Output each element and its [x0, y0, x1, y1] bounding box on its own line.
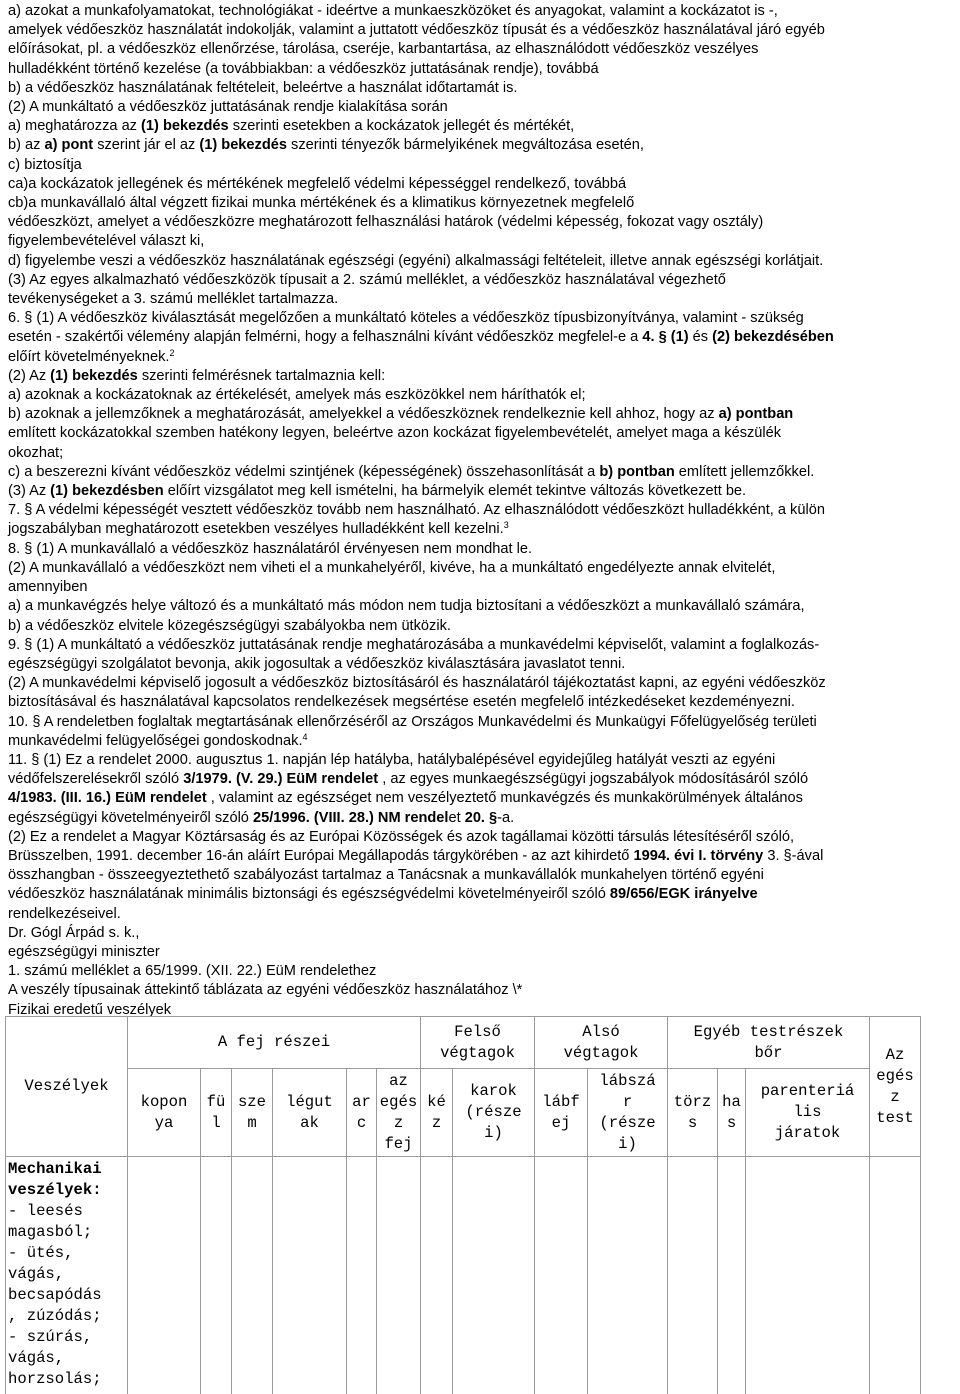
text-line [8, 136, 954, 155]
header-label: l [211, 1113, 221, 1132]
section-9 [8, 636, 954, 713]
hazard-item: horzsolás; [8, 1370, 102, 1388]
header-label: test [876, 1108, 914, 1127]
text-line: 8. § (1) A munkavállaló a védőeszköz használatáról érvényesen nem mondhat le. [8, 540, 533, 557]
text-run: -a. [497, 809, 515, 826]
subheader-parenteral-routes [746, 1069, 870, 1157]
table-cell [347, 1157, 377, 1394]
table-row [6, 1157, 921, 1394]
text-line: figyelembevételével választ ki, [8, 233, 205, 250]
text-run: védőeszköz használatának minimális biztonsági és egészségvédelmi követelményeiről szóló [8, 886, 610, 903]
text-line: egészségügyi szolgálatot bevonja, akik jogosultak a védőeszköz kiválasztására javaslatot tenni. [8, 655, 626, 672]
subheader-foot [535, 1069, 588, 1157]
text-run: és [688, 329, 713, 346]
header-label: z [393, 1113, 404, 1132]
header-label: Alsó [582, 1022, 620, 1041]
text-line [8, 789, 954, 808]
reference-link[interactable]: 20. § [464, 809, 498, 826]
subheader-torso [668, 1069, 718, 1157]
signatory-title: egészségügyi miniszter [8, 943, 160, 960]
text-line [8, 328, 954, 347]
text-line [8, 463, 954, 482]
text-line: okozhat; [8, 444, 64, 461]
header-label: sze [237, 1092, 267, 1111]
subheader-eye [232, 1069, 273, 1157]
text-run: a) meghatározza az [8, 118, 142, 135]
text-run: szerinti felmérésnek tartalmaznia kell: [137, 367, 386, 384]
text-line: d) figyelembe veszi a védőeszköz használatának egészségi (egyéni) alkalmassági feltételeit, illetve annak egészségi korlátjait. [8, 252, 824, 269]
table-cell [870, 1157, 921, 1394]
table-cell [201, 1157, 232, 1394]
text-line [8, 348, 954, 367]
header-label: ké [427, 1092, 446, 1111]
text-line: (2) A munkavédelmi képviselő jogosult a védőeszköz biztosításáról és használatáról tájékoztatást kapni, az egyéni védőeszköz [8, 675, 826, 692]
reference-link[interactable]: (2) bekezdésében [712, 329, 834, 346]
text-line: (3) Az egyes alkalmazható védőeszközök típusait a 2. számú melléklet, a védőeszköz használatával végezhető [8, 271, 726, 288]
text-line [8, 885, 954, 904]
text-run: szerinti esetekben a kockázatok jellegét és mértékét, [228, 118, 575, 135]
text-line: b) a védőeszköz használatának feltételeit, beleértve a használat időtartamát is. [8, 79, 518, 96]
text-line [8, 809, 954, 828]
header-label: Egyéb testrészek [693, 1022, 844, 1041]
reference-link[interactable]: 89/656/EGK irányelve [609, 886, 758, 903]
header-label: s [687, 1113, 698, 1132]
table-cell [668, 1157, 718, 1394]
header-label: ej [551, 1113, 571, 1132]
reference-link[interactable]: a) pont [44, 137, 94, 154]
section-5-paragraph-1 [8, 2, 954, 98]
reference-link[interactable]: 1994. évi I. törvény [633, 847, 764, 864]
header-label: törz [673, 1092, 712, 1111]
annex-title: 1. számú melléklet a 65/1999. (XII. 22.) EüM rendelethez [8, 963, 377, 980]
reference-link[interactable]: 25/1996. (VIII. 28.) NM rendel [252, 809, 449, 826]
header-label: lis [793, 1103, 822, 1121]
header-hazards [6, 1017, 128, 1157]
text-line [8, 367, 954, 386]
text-line: hulladékként történő kezelése (a továbbiakban: a védőeszköz juttatásának rendje), továbbá [8, 60, 599, 77]
header-label: fü [206, 1092, 226, 1111]
header-label: z [431, 1113, 442, 1132]
text-run: szerinti tényezők bármelyikének megváltozása esetén, [287, 137, 644, 154]
text-line: a) azoknak a kockázatoknak az értékelését, amelyek más eszközökkel nem háríthatók el; [8, 387, 586, 404]
header-label: járatok [774, 1124, 841, 1142]
text-line: (2) A munkavállaló a védőeszközt nem viheti el a munkahelyéről, kivéve, ha a munkáltató engedélyezte annak elvitelét, [8, 559, 776, 576]
text-line [8, 482, 954, 501]
header-label: az [389, 1071, 408, 1090]
header-label: lábf [542, 1092, 580, 1111]
hazard-item: - leesés [8, 1202, 83, 1220]
annex-heading [8, 962, 954, 1020]
text-run: (2) Az [8, 367, 51, 384]
header-other-body-parts [668, 1017, 870, 1069]
text-run: esetén - szakértői vélemény alapján felmérni, hogy a felhasználni kívánt védőeszköz megfelel-e a [8, 329, 643, 346]
subheader-abdomen [718, 1069, 746, 1157]
header-label: bőr [754, 1043, 783, 1062]
subheader-ear [201, 1069, 232, 1157]
text-line [8, 520, 954, 539]
hazard-table [5, 1016, 921, 1394]
text-run: b) az [8, 137, 45, 154]
header-label: karok [470, 1082, 517, 1100]
table-cell [746, 1157, 870, 1394]
reference-link[interactable]: (1) bekezdés [141, 118, 229, 135]
reference-link[interactable]: 3/1979. (V. 29.) EüM rendelet [183, 771, 379, 788]
section-5-paragraph-2 [8, 98, 954, 309]
header-label: légut [286, 1092, 333, 1111]
header-label: ya [154, 1113, 174, 1132]
subheader-airways [273, 1069, 347, 1157]
text-line [8, 117, 954, 136]
text-line: 10. § A rendeletben foglaltak megtartásának ellenőrzéséről az Országos Munkavédelmi és Munkaügyi Főfelügyelőség területi [8, 713, 817, 730]
mechanical-hazards-cell [6, 1157, 128, 1394]
header-label: z [890, 1087, 900, 1106]
text-line: 11. § (1) Ez a rendelet 2000. augusztus 1. napján lép hatályba, hatálybalépésével egyidejűleg hatályát veszti az egyéni [8, 751, 776, 768]
header-label: végtagok [563, 1043, 639, 1062]
header-label: fej [384, 1134, 413, 1153]
header-label: A fej részei [217, 1033, 331, 1051]
text-run: egészségügyi követelményeiről szóló [8, 809, 253, 826]
text-run: védőfelszerelésekről szóló [8, 771, 184, 788]
subheader-leg [588, 1069, 668, 1157]
text-line: rendelkezéseivel. [8, 905, 121, 922]
text-line [8, 770, 954, 789]
section-7 [8, 501, 954, 539]
table-cell [453, 1157, 535, 1394]
footnote-marker[interactable]: 3 [503, 520, 509, 531]
text-line: tevékenységeket a 3. számú melléklet tartalmazza. [8, 291, 339, 308]
text-line: a) a munkavégzés helye változó és a munkáltató más módon nem tudja biztosítani a védőeszközt a munkavállaló számára, [8, 598, 805, 615]
header-label: ha [722, 1092, 741, 1111]
header-label: lábszá [599, 1071, 656, 1090]
text-line: 6. § (1) A védőeszköz kiválasztását megelőzően a munkáltató köteles a védőeszköz típusbizonyítványa, valamint - szükség [8, 310, 804, 327]
header-head-parts [128, 1017, 421, 1069]
section-11 [8, 751, 954, 924]
table-cell [128, 1157, 201, 1394]
table-cell [232, 1157, 273, 1394]
header-label: egés [379, 1092, 418, 1111]
row-title: Mechanikai [8, 1160, 102, 1178]
text-line [8, 847, 954, 866]
reference-link[interactable]: b) pontban [599, 463, 675, 480]
text-run: említett jellemzőkkel. [674, 463, 815, 480]
table-cell [421, 1157, 453, 1394]
text-line: (2) Ez a rendelet a Magyar Köztársaság és az Európai Közösségek és azok tagállamai közötti társulás létesítéséről szóló, [8, 828, 795, 845]
table-cell [718, 1157, 746, 1394]
subheader-whole-head [377, 1069, 421, 1157]
text-run: et [448, 809, 465, 826]
text-line: amelyek védőeszköz használatát indokolják, valamint a juttatott védőeszköz típusát és a védőeszköz használatával járó egyéb [8, 22, 825, 39]
text-line: védőeszközt, amelyet a védőeszközre meghatározott felhasználási határok (védelmi képesség, fokozat vagy osztály) [8, 214, 764, 231]
header-label: egés [876, 1066, 914, 1085]
row-title: veszélyek: [8, 1181, 102, 1199]
text-line: biztosításával és használatával kapcsolatos rendelkezések megsértése esetén megfelelő intézkedéseket kezdeményezni. [8, 694, 795, 711]
table-cell [588, 1157, 668, 1394]
header-lower-limbs [535, 1017, 668, 1069]
table-cell [535, 1157, 588, 1394]
reference-link[interactable]: (1) bekezdés [50, 367, 138, 384]
header-label: (része [465, 1103, 522, 1121]
text-line: 7. § A védelmi képességét vesztett védőeszköz tovább nem használható. Az elhasználódott védőeszközt hulladékként, a külön [8, 502, 825, 519]
hazard-item: vágás, [8, 1265, 65, 1283]
header-label: r [622, 1092, 633, 1111]
footnote-marker[interactable]: 2 [169, 347, 175, 358]
text-line [8, 732, 954, 751]
text-line: amennyiben [8, 579, 88, 596]
subheader-skull [128, 1069, 201, 1157]
header-label: i) [484, 1124, 503, 1142]
hazard-item: , zúzódás; [8, 1307, 102, 1325]
table-cell [273, 1157, 347, 1394]
hazard-item: becsapódás [8, 1286, 102, 1304]
text-line: (2) A munkáltató a védőeszköz juttatásának rendje kialakítása során [8, 99, 448, 116]
reference-link[interactable]: a) pontban [718, 406, 794, 423]
text-line: c) biztosítja [8, 156, 82, 173]
footnote-marker[interactable]: 4 [302, 731, 308, 742]
reference-link[interactable]: 4. § (1) [642, 329, 689, 346]
text-line [8, 405, 954, 424]
text-run: , valamint az egészséget nem veszélyeztető munkavégzés és munkakörülmények általános [206, 790, 803, 807]
reference-link[interactable]: (1) bekezdésben [50, 483, 164, 500]
header-upper-limbs [421, 1017, 535, 1069]
text-run: előírt követelményeknek. [8, 348, 170, 365]
text-line: ca)a kockázatok jellegének és mértékének megfelelő védelmi képességgel rendelkező, továbbá [8, 175, 627, 192]
reference-link[interactable]: 4/1983. (III. 16.) EüM rendelet [8, 790, 207, 807]
text-line: a) azokat a munkafolyamatokat, technológiákat - ideértve a munkaeszközöket és anyagokat, valamint a kockázatot is -, [8, 3, 778, 19]
text-run: munkavédelmi felügyelőségei gondoskodnak. [8, 732, 303, 749]
header-label: Veszélyek [24, 1077, 109, 1095]
reference-link[interactable]: (1) bekezdés [199, 137, 287, 154]
text-line: említett kockázatokkal szemben hatékony legyen, beleértve azon kockázat figyelembevételét, amelyet maga a készülék [8, 425, 782, 442]
section-6 [8, 309, 954, 501]
hazard-item: vágás, [8, 1349, 65, 1367]
header-label: parenteriá [760, 1082, 855, 1100]
header-label: Az [885, 1045, 905, 1064]
text-run: előírt vizsgálatot meg kell ismételni, ha bármelyik elemét tekintve változás következett be. [163, 483, 747, 500]
table-subheader-row [6, 1069, 921, 1157]
annex-subtitle: A veszély típusainak áttekintő táblázata az egyéni védőeszköz használatához \* [8, 982, 523, 999]
subheader-hand [421, 1069, 453, 1157]
table-header-row [6, 1017, 921, 1069]
section-8 [8, 540, 954, 636]
text-run: c) a beszerezni kívánt védőeszköz védelmi szintjének (képességének) összehasonlítását a [8, 463, 600, 480]
hazard-item: magasból; [8, 1223, 93, 1241]
text-line: előírásokat, pl. a védőeszköz ellenőrzése, tárolása, cseréje, karbantartása, az elhasználódott védőeszköz veszélyes [8, 41, 759, 58]
subheader-arms [453, 1069, 535, 1157]
table-cell [377, 1157, 421, 1394]
header-label: (része [599, 1113, 656, 1132]
header-label: Felső [454, 1022, 501, 1041]
header-label: c [356, 1113, 367, 1132]
text-run: , az egyes munkaegészségügyi jogszabályok módosításáról szóló [378, 771, 809, 788]
hazard-item: - ütés, [8, 1244, 74, 1262]
signature-block [8, 924, 954, 962]
signatory-name: Dr. Gógl Árpád s. k., [8, 924, 140, 941]
text-run: jogszabályban meghatározott esetekben veszélyes hulladékként kell kezelni. [8, 521, 504, 538]
text-line: 9. § (1) A munkáltató a védőeszköz juttatásának rendje meghatározásába a munkavédelmi képviselőt, valamint a foglalkozás- [8, 636, 820, 653]
text-line: b) a védőeszköz elvitele közegészségügyi szabályokba nem ütközik. [8, 617, 451, 634]
header-whole-body [870, 1017, 921, 1157]
text-run: (3) Az [8, 483, 51, 500]
hazard-item: - szúrás, [8, 1328, 93, 1346]
header-label: ak [300, 1113, 319, 1132]
section-10 [8, 713, 954, 751]
subheader-face [347, 1069, 377, 1157]
text-run: szerint jár el az [93, 137, 200, 154]
header-label: i) [618, 1134, 637, 1153]
header-label: ar [352, 1092, 371, 1111]
header-label: s [726, 1113, 737, 1132]
text-run: Brüsszelben, 1991. december 16-án aláírt Európai Megállapodás tárgykörében - az azt kihirdető [8, 847, 634, 864]
header-label: végtagok [440, 1043, 515, 1062]
text-run: 3. §-ával [763, 847, 824, 864]
annex-section-title: Fizikai eredetű veszélyek [8, 1001, 172, 1018]
text-line: cb)a munkavállaló által végzett fizikai munka mértékének és a klimatikus környezetnek megfelelő [8, 195, 635, 212]
header-label: m [247, 1113, 257, 1132]
header-label: kopon [140, 1092, 188, 1111]
text-line: összhangban - összeegyeztethető szabályozást tartalmaz a Tanácsnak a munkavállalók munkahelyen történő egyéni [8, 867, 764, 884]
text-run: b) azoknak a jellemzőknek a meghatározását, amelyekkel a védőeszköznek rendelkeznie kell ahhoz, hogy az [8, 406, 719, 423]
